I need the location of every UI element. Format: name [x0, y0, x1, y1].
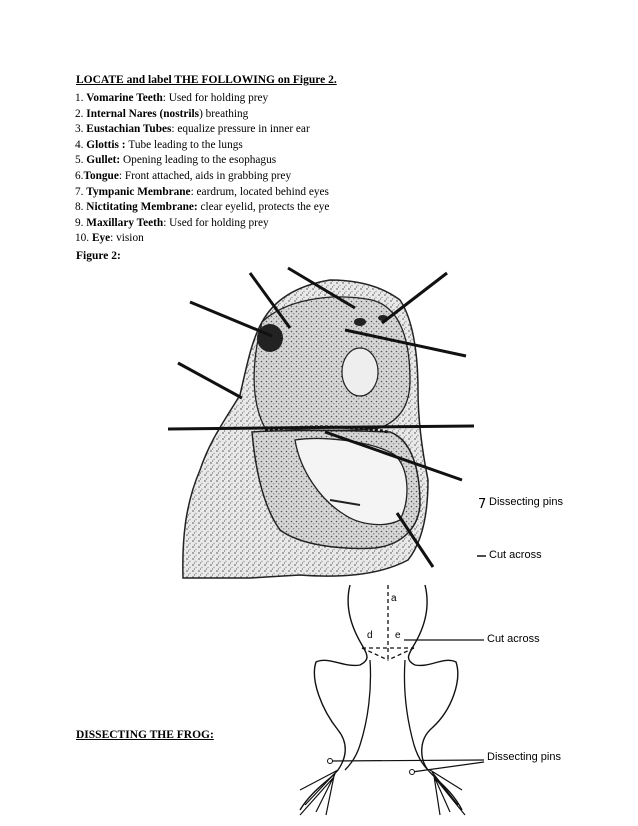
- annotation-dissecting-pins: Dissecting pins: [489, 496, 563, 508]
- list-item: 6.Tongue: Front attached, aids in grabbing prey: [75, 169, 292, 182]
- list-item: 4. Glottis : Tube leading to the lungs: [75, 138, 243, 151]
- pin-right: [410, 770, 415, 775]
- annotation-cut-across: Cut across: [489, 549, 542, 561]
- page-heading: LOCATE and label THE FOLLOWING on Figure 2.: [76, 74, 337, 86]
- figure-label: Figure 2:: [76, 250, 121, 262]
- left-foot: [300, 770, 338, 815]
- right-foot: [430, 770, 465, 815]
- annotation-cut-across-2: Cut across: [487, 633, 540, 645]
- letter-d: d: [367, 630, 373, 641]
- list-item: 5. Gullet: Opening leading to the esophagus: [75, 154, 277, 167]
- list-item: 7. Tympanic Membrane: eardrum, located behind eyes: [75, 185, 329, 198]
- pin-left: [328, 759, 333, 764]
- leg-inner-left: [345, 660, 371, 770]
- list-item: 9. Maxillary Teeth: Used for holding prey: [75, 216, 269, 229]
- dashed-cut-right: [388, 648, 414, 660]
- section-heading: DISSECTING THE FROG:: [76, 729, 214, 741]
- list-item: 10. Eye: vision: [75, 232, 144, 245]
- leg-inner-right: [404, 660, 428, 770]
- annotation-dissecting-pins-2: Dissecting pins: [487, 751, 561, 763]
- list-item: 3. Eustachian Tubes: equalize pressure in inner ear: [75, 123, 310, 136]
- list-item: 1. Vomarine Teeth: Used for holding prey: [75, 92, 269, 104]
- pin-mark: 7: [478, 497, 487, 512]
- list-item: 8. Nictitating Membrane: clear eyelid, protects the eye: [75, 201, 330, 214]
- letter-a: a: [391, 593, 397, 604]
- frog-body-outline: [300, 585, 462, 810]
- letter-e: e: [395, 630, 401, 641]
- list-item: 2. Internal Nares (nostrils) breathing: [75, 107, 249, 120]
